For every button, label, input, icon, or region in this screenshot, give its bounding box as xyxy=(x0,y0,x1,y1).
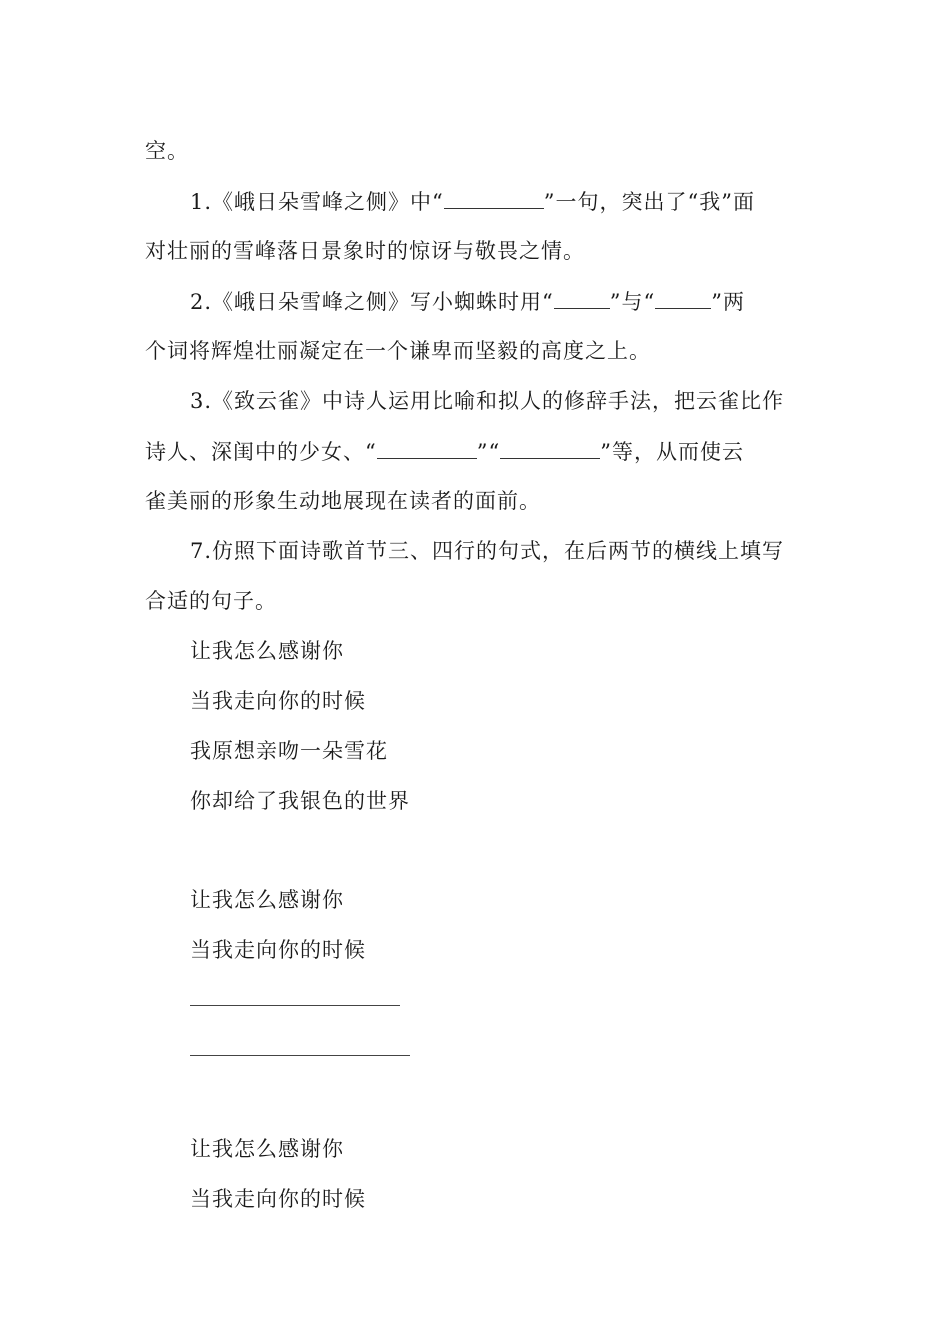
question-3-line-1: 3.《致云雀》中诗人运用比喻和拟人的修辞手法，把云雀比作 xyxy=(190,389,785,413)
q1-blank[interactable] xyxy=(444,186,544,209)
q3-text-part1: 诗人、深闺中的少女、“ xyxy=(145,440,377,464)
q3-blank-2[interactable] xyxy=(500,436,600,459)
poem-stanza1-line4: 你却给了我银色的世界 xyxy=(190,789,410,813)
q1-text-part2: ”一句，突出了“我”面 xyxy=(543,190,755,214)
stanza2-answer-line-2[interactable] xyxy=(190,1055,410,1056)
q2-blank-1[interactable] xyxy=(554,286,610,309)
q2-text-part1: 2.《峨日朵雪峰之侧》写小蜘蛛时用“ xyxy=(190,290,554,314)
poem-stanza3-line1: 让我怎么感谢你 xyxy=(190,1137,344,1161)
question-7-line-2: 合适的句子。 xyxy=(145,589,277,613)
question-3-line-2 xyxy=(145,436,807,467)
q3-text-part3: ”等，从而使云 xyxy=(600,440,744,464)
question-3-line-3: 雀美丽的形象生动地展现在读者的面前。 xyxy=(145,489,541,513)
poem-stanza3-line2: 当我走向你的时候 xyxy=(190,1187,366,1211)
poem-stanza1-line1: 让我怎么感谢你 xyxy=(190,639,344,663)
question-1-line-1 xyxy=(190,186,755,217)
q3-text-part2: ”“ xyxy=(476,440,501,464)
poem-stanza2-line2: 当我走向你的时候 xyxy=(190,938,366,962)
poem-stanza1-line2: 当我走向你的时候 xyxy=(190,689,366,713)
q2-text-part2: ”与“ xyxy=(609,290,656,314)
q2-text-part3: ”两 xyxy=(711,290,746,314)
continuation-text: 空。 xyxy=(145,139,189,163)
stanza2-answer-line-1[interactable] xyxy=(190,1005,400,1006)
question-2-line-2: 个词将辉煌壮丽凝定在一个谦卑而坚毅的高度之上。 xyxy=(145,339,651,363)
question-1-line-2: 对壮丽的雪峰落日景象时的惊讶与敬畏之情。 xyxy=(145,239,585,263)
question-2-line-1 xyxy=(190,286,745,317)
q1-text-part1: 1.《峨日朵雪峰之侧》中“ xyxy=(190,190,444,214)
q3-blank-1[interactable] xyxy=(377,436,477,459)
question-7-line-1: 7.仿照下面诗歌首节三、四行的句式，在后两节的横线上填写 xyxy=(190,539,785,563)
poem-stanza1-line3: 我原想亲吻一朵雪花 xyxy=(190,739,388,763)
q2-blank-2[interactable] xyxy=(655,286,711,309)
poem-stanza2-line1: 让我怎么感谢你 xyxy=(190,888,344,912)
